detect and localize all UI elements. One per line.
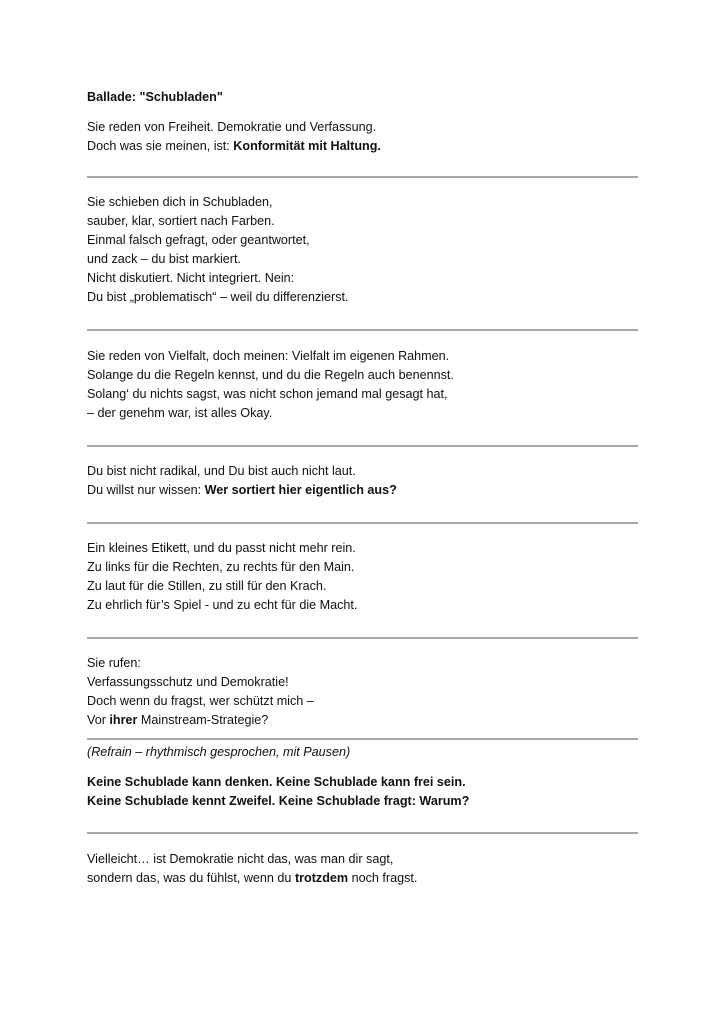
stanza-5-line-4-tail: Mainstream-Strategie? — [137, 713, 269, 727]
stanza-1-line-1: Sie schieben dich in Schubladen, — [87, 195, 273, 209]
stanza-3-line-2-emphasis: Wer sortiert hier eigentlich aus? — [204, 483, 397, 497]
stanza-1-line-2: sauber, klar, sortiert nach Farben. — [87, 214, 275, 228]
stanza-4-line-4: Zu ehrlich für’s Spiel - und zu echt für die Macht. — [87, 598, 358, 612]
stanza-4-line-3: Zu laut für die Stillen, zu still für den Krach. — [87, 579, 327, 593]
stanza-5-line-4-emphasis: ihrer — [109, 713, 138, 727]
intro-line-2-emphasis: Konformität mit Haltung. — [233, 139, 381, 153]
stanza-1-line-3: Einmal falsch gefragt, oder geantwortet, — [87, 233, 310, 247]
outro-line-2-tail: noch fragst. — [348, 871, 418, 885]
intro-line-2 — [87, 137, 381, 156]
document-title: Ballade: "Schubladen" — [87, 90, 223, 104]
stanza-4-line-2: Zu links für die Rechten, zu rechts für den Main. — [87, 560, 355, 574]
outro-line-2-emphasis: trotzdem — [294, 871, 349, 885]
divider-3 — [87, 445, 638, 447]
outro-line-2-text: sondern das, was du fühlst, wenn du — [87, 871, 295, 885]
stanza-5-line-4-text: Vor — [87, 713, 110, 727]
refrain-line-1: Keine Schublade kann denken. Keine Schublade kann frei sein. — [87, 775, 466, 789]
intro-line-1: Sie reden von Freiheit. Demokratie und Verfassung. — [87, 120, 377, 134]
refrain-note: (Refrain – rhythmisch gesprochen, mit Pausen) — [87, 745, 351, 759]
stanza-3-line-2 — [87, 481, 397, 500]
stanza-3-line-2-text: Du willst nur wissen: — [87, 483, 205, 497]
stanza-5-line-3: Doch wenn du fragst, wer schützt mich – — [87, 694, 314, 708]
stanza-1-line-4: und zack – du bist markiert. — [87, 252, 241, 266]
stanza-4-line-1: Ein kleines Etikett, und du passt nicht mehr rein. — [87, 541, 356, 555]
outro-line-1: Vielleicht… ist Demokratie nicht das, was man dir sagt, — [87, 852, 394, 866]
divider-5 — [87, 637, 638, 639]
outro-line-2 — [87, 869, 417, 888]
stanza-2-line-3: Solang‘ du nichts sagst, was nicht schon jemand mal gesagt hat, — [87, 387, 448, 401]
stanza-1-line-5: Nicht diskutiert. Nicht integriert. Nein: — [87, 271, 295, 285]
refrain-line-2: Keine Schublade kennt Zweifel. Keine Schublade fragt: Warum? — [87, 794, 470, 808]
stanza-2-line-4: – der genehm war, ist alles Okay. — [87, 406, 273, 420]
divider-1 — [87, 176, 638, 178]
stanza-2-line-1: Sie reden von Vielfalt, doch meinen: Vielfalt im eigenen Rahmen. — [87, 349, 450, 363]
stanza-3-line-1: Du bist nicht radikal, und Du bist auch nicht laut. — [87, 464, 356, 478]
stanza-5-line-4 — [87, 711, 268, 730]
stanza-5-line-2: Verfassungsschutz und Demokratie! — [87, 675, 289, 689]
divider-7 — [87, 832, 638, 834]
stanza-1-line-6: Du bist „problematisch“ – weil du differenzierst. — [87, 290, 349, 304]
divider-2 — [87, 329, 638, 331]
divider-6 — [87, 738, 638, 740]
stanza-2-line-2: Solange du die Regeln kennst, und du die Regeln auch benennst. — [87, 368, 454, 382]
divider-4 — [87, 522, 638, 524]
intro-line-2-text: Doch was sie meinen, ist: — [87, 139, 234, 153]
stanza-5-line-1: Sie rufen: — [87, 656, 141, 670]
